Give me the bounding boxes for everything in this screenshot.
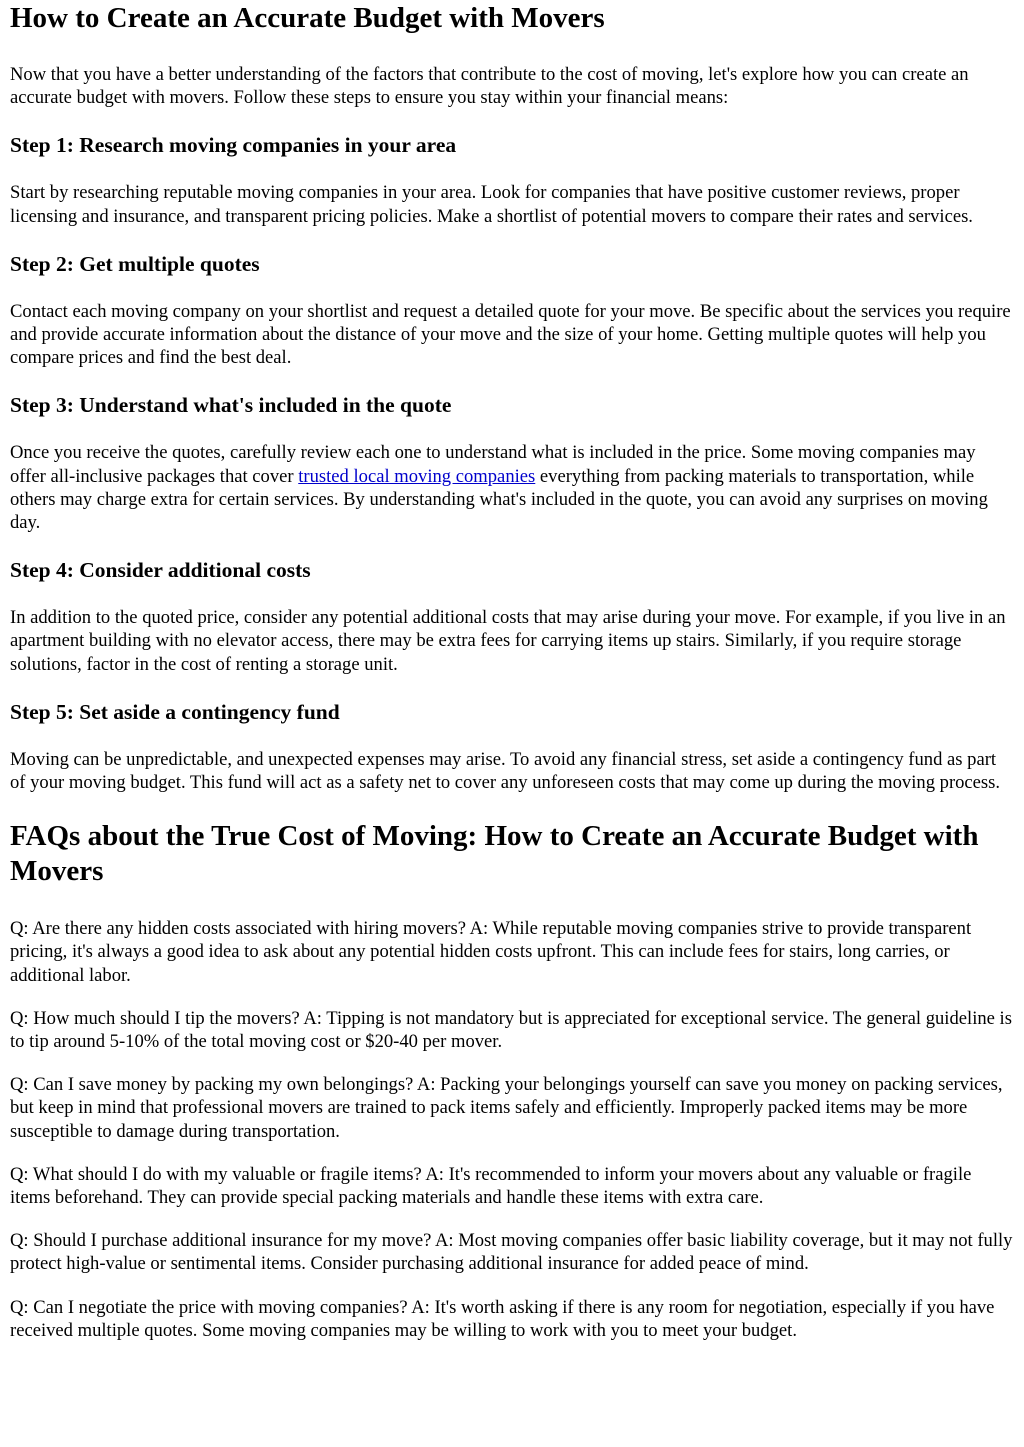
faq-item: Q: What should I do with my valuable or fragile items? A: It's recommended to inform your movers about any valuable or fragile items beforehand. They can provide special packing materials and handle these items with extra care. (10, 1163, 972, 1209)
faq-item: Q: Can I negotiate the price with moving companies? A: It's worth asking if there is any room for negotiation, especially if you have received multiple quotes. Some moving companies may be willing to work with you to meet your budget. (10, 1296, 995, 1341)
step-4-body: In addition to the quoted price, consider any potential additional costs that may arise during your move. For example, if you live in an apartment building with no elevator access, there may be extra fees for carrying items up stairs. Similarly, if you require storage solutions, factor in the cost of renting a storage unit. (10, 607, 1006, 675)
step-1-heading: Step 1: Research moving companies in your area (10, 133, 457, 158)
trusted-local-movers-link[interactable]: trusted local moving companies (298, 465, 536, 487)
step-4-heading: Step 4: Consider additional costs (10, 558, 311, 583)
page-title: How to Create an Accurate Budget with Movers (10, 2, 605, 34)
step-2-body: Contact each moving company on your shortlist and request a detailed quote for your move. Be specific about the services you require and provide accurate information about the distance of your move and the size of your home. Getting multiple quotes will help you compare prices and find the best deal. (10, 300, 1011, 369)
step-3-heading: Step 3: Understand what's included in the quote (10, 393, 452, 418)
step-3-body-before: Once you receive the quotes, carefully review each one to understand what is included in the price. Some moving companies may offer all-inclusive packages that cover (10, 442, 976, 487)
faq-item: Q: Should I purchase additional insurance for my move? A: Most moving companies offer basic liability coverage, but it may not fully protect high-value or sentimental items. Consider purchasing additional insurance for added peace of mind. (10, 1230, 1013, 1275)
intro-paragraph: Now that you have a better understanding of the factors that contribute to the cost of moving, let's explore how you can create an accurate budget with movers. Follow these steps to ensure you stay within your financial means: (10, 64, 969, 109)
faq-title: FAQs about the True Cost of Moving: How to Create an Accurate Budget with Movers (10, 820, 979, 888)
step-3-body-after: everything from packing materials to transportation, while others may charge extra for certain services. By understanding what's included in the quote, you can avoid any surprises on moving day. (10, 465, 988, 534)
faq-item: Q: How much should I tip the movers? A: Tipping is not mandatory but is appreciated for exceptional service. The general guideline is to tip around 5-10% of the total moving cost or $20-40 per mover. (10, 1007, 1012, 1053)
faq-item: Q: Are there any hidden costs associated with hiring movers? A: While reputable moving companies strive to provide transparent pricing, it's always a good idea to ask about any potential hidden costs upfront. This can include fees for stairs, long carries, or additional labor. (10, 918, 972, 986)
step-3-body (10, 441, 1014, 534)
step-5-body: Moving can be unpredictable, and unexpected expenses may arise. To avoid any financial stress, set aside a contingency fund as part of your moving budget. This fund will act as a safety net to cover any unforeseen costs that may come up during the moving process. (10, 748, 1001, 794)
article (0, 1, 1024, 1342)
faq-item: Q: Can I save money by packing my own belongings? A: Packing your belongings yourself can save you money on packing services, but keep in mind that professional movers are trained to pack items safely and efficiently. Improperly packed items may be more susceptible to damage during transportation. (10, 1074, 1003, 1142)
step-5-heading: Step 5: Set aside a contingency fund (10, 699, 340, 724)
step-1-body: Start by researching reputable moving companies in your area. Look for companies that have positive customer reviews, proper licensing and insurance, and transparent pricing policies. Make a shortlist of potential movers to compare their rates and services. (10, 182, 973, 227)
step-2-heading: Step 2: Get multiple quotes (10, 251, 260, 276)
